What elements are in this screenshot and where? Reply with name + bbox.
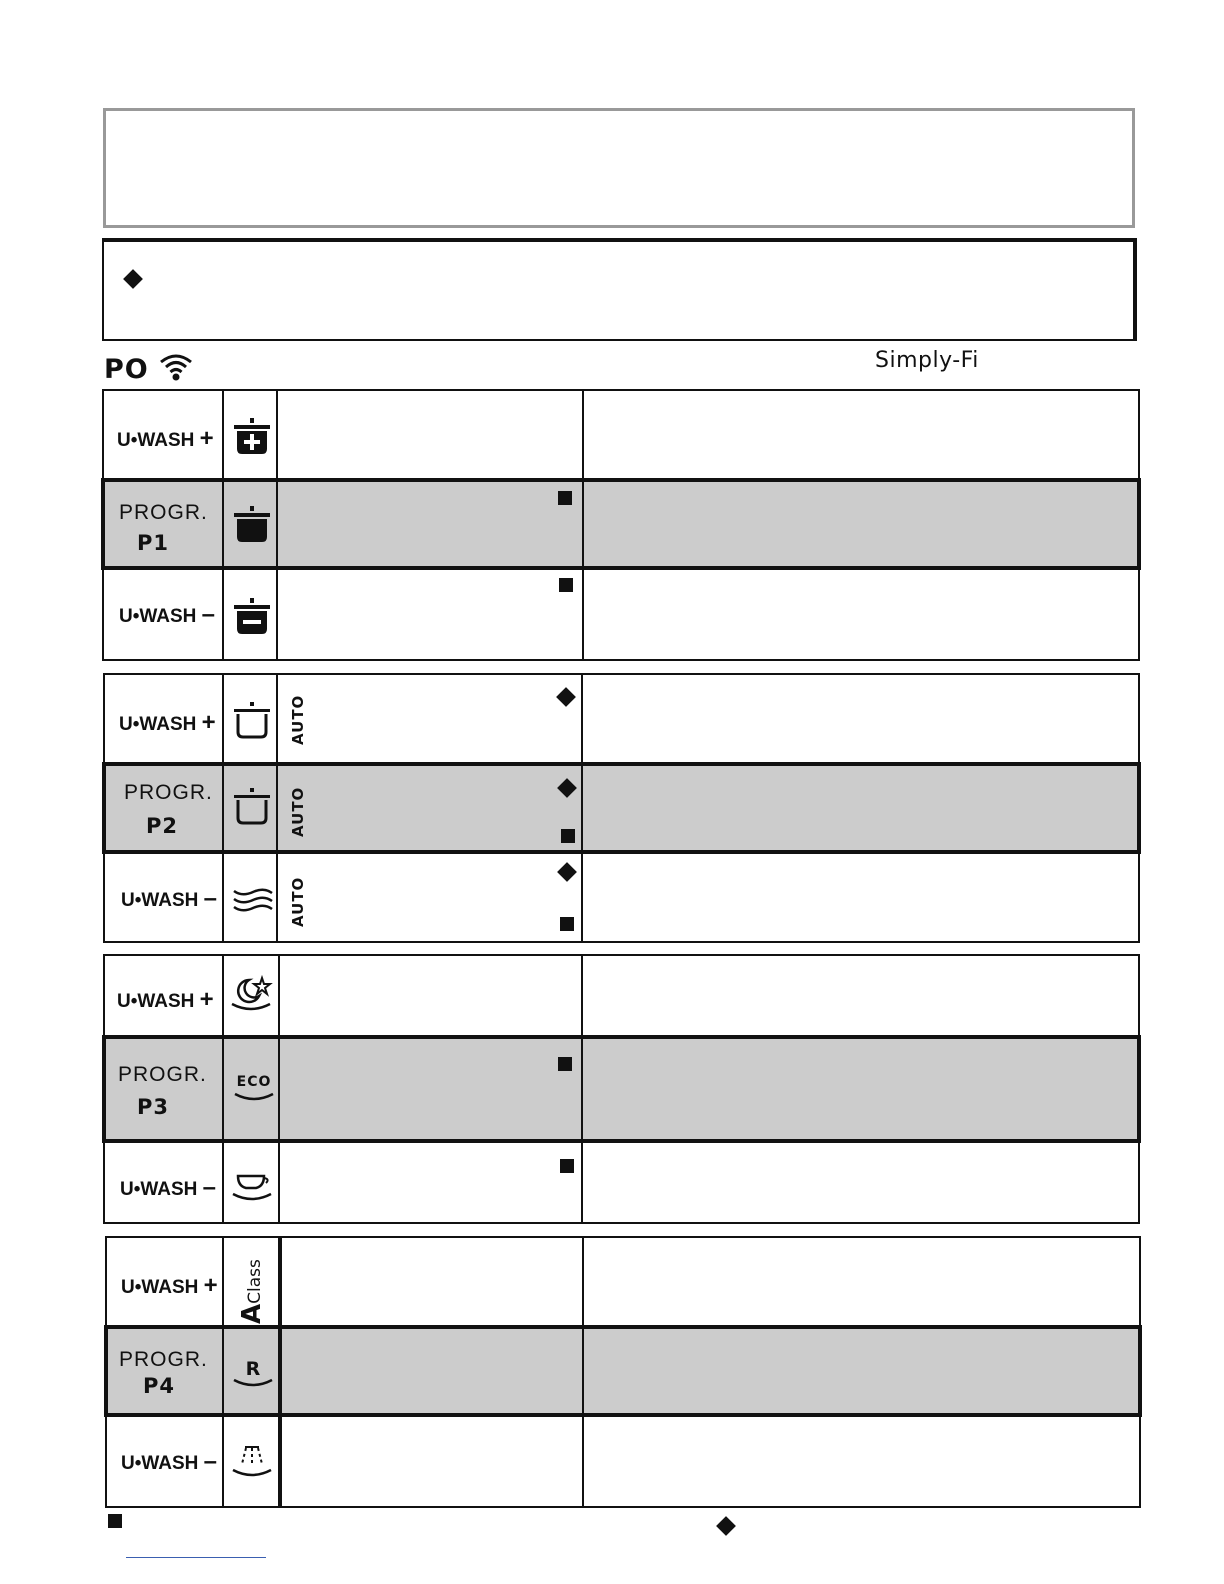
r-text: R	[245, 1358, 261, 1380]
diamond-marker	[557, 778, 577, 798]
diamond-marker	[556, 687, 576, 707]
uwash-label: U•WASH –	[121, 885, 218, 912]
row-uwash-plus-4	[107, 1238, 1139, 1326]
program-number: P1	[137, 531, 170, 555]
row-progr-p4	[107, 1328, 1139, 1414]
eco-icon	[233, 1074, 275, 1106]
top-gray-box	[103, 108, 1135, 228]
pot-plus-icon	[232, 417, 272, 457]
wave-icon	[232, 885, 274, 915]
square-marker	[560, 917, 574, 931]
night-icon	[229, 974, 273, 1014]
row-uwash-minus-3	[105, 1142, 1138, 1222]
square-marker	[560, 1159, 574, 1173]
program-group-1	[102, 389, 1140, 661]
square-marker	[561, 829, 575, 843]
row-uwash-plus-1	[104, 391, 1138, 479]
spray-icon	[230, 1442, 274, 1482]
cup-icon	[230, 1170, 274, 1204]
auto-label: AUTO	[289, 786, 307, 837]
class-text: Class	[245, 1259, 265, 1304]
row-progr-p3	[105, 1038, 1138, 1140]
row-progr-p2	[105, 765, 1138, 851]
footer-link-underline	[126, 1557, 266, 1558]
p0-text: PO	[104, 354, 149, 385]
progr-label: PROGR.	[119, 501, 208, 524]
a-letter: A	[237, 1303, 267, 1324]
diamond-marker	[557, 862, 577, 882]
program-group-3	[103, 954, 1140, 1224]
row-uwash-minus-4	[107, 1416, 1139, 1506]
legend-diamond-marker	[716, 1516, 736, 1536]
uwash-label: U•WASH –	[120, 1174, 217, 1201]
program-group-2	[103, 673, 1140, 943]
simplyfi-brand: Simply-Fi	[875, 348, 979, 373]
program-number: P4	[143, 1374, 176, 1398]
uwash-label: U•WASH +	[121, 1272, 218, 1299]
pot-outline-icon	[232, 701, 272, 741]
progr-label: PROGR.	[118, 1063, 207, 1086]
auto-label: AUTO	[289, 876, 307, 927]
uwash-label: U•WASH +	[117, 986, 214, 1013]
auto-label: AUTO	[289, 694, 307, 745]
eco-text: ECO	[236, 1074, 272, 1090]
progr-label: PROGR.	[119, 1348, 208, 1371]
row-uwash-minus-2	[105, 853, 1138, 941]
program-number: P3	[137, 1095, 170, 1119]
square-marker	[558, 1057, 572, 1071]
uwash-label: U•WASH +	[117, 425, 214, 452]
a-class-icon	[237, 1242, 269, 1322]
progr-label: PROGR.	[124, 781, 213, 804]
square-marker	[558, 491, 572, 505]
row-uwash-plus-3	[105, 956, 1138, 1036]
pot-filled-icon	[232, 505, 272, 545]
diamond-marker	[123, 269, 143, 289]
uwash-label: U•WASH –	[119, 601, 216, 628]
legend-square-marker	[108, 1514, 122, 1528]
p0-label	[104, 352, 193, 385]
square-marker	[559, 578, 573, 592]
rinse-icon	[232, 1358, 274, 1388]
pot-outline-icon	[232, 787, 272, 827]
row-uwash-minus-1	[104, 569, 1138, 659]
pot-minus-icon	[232, 597, 272, 637]
wifi-icon	[159, 352, 193, 382]
row-uwash-plus-2	[105, 675, 1138, 763]
row-progr-p1	[104, 481, 1138, 567]
program-number: P2	[146, 814, 179, 838]
uwash-label: U•WASH +	[119, 709, 216, 736]
uwash-label: U•WASH –	[121, 1448, 218, 1475]
program-group-4	[105, 1236, 1141, 1508]
note-box	[102, 238, 1137, 341]
